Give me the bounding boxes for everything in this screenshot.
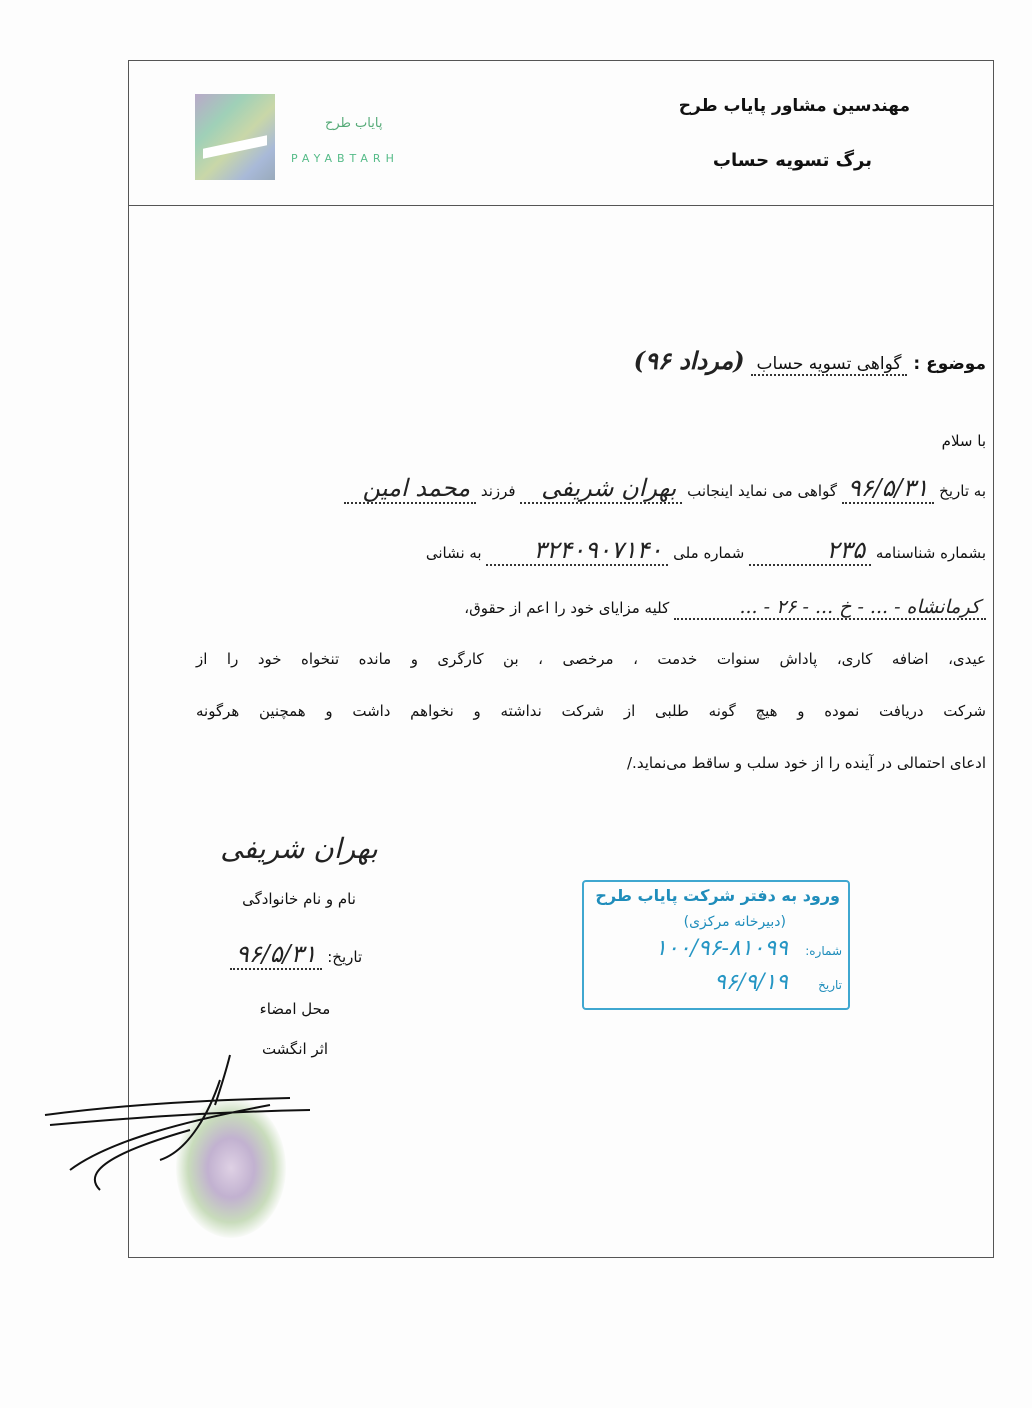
- id-label: بشماره شناسنامه: [875, 544, 986, 562]
- body-line-1: [344, 474, 986, 504]
- handwritten-name: بهران شریفی: [520, 474, 682, 504]
- subject-value: گواهی تسویه حساب: [751, 354, 908, 376]
- logo-text-fa: پایاب طرح: [325, 116, 383, 131]
- subject-handwritten: (مرداد ۹۶): [633, 346, 745, 375]
- address-label: به نشانی: [425, 544, 482, 562]
- company-logo: [195, 94, 415, 180]
- body-line-7: ادعای احتمالی در آینده را از خود سلب و ساقط می‌نماید./: [627, 754, 986, 772]
- handwritten-date: ۹۶/۵/۳۱: [842, 474, 935, 504]
- father-label: فرزند: [480, 482, 516, 500]
- stamp-title: ورود به دفتر شرکت پایاب طرح: [595, 886, 840, 905]
- sign-place-label: محل امضاء: [259, 1000, 331, 1018]
- subject-label: موضوع :: [913, 354, 986, 374]
- signature-date-line: [196, 940, 396, 970]
- body-line-2: [426, 536, 986, 566]
- handwritten-national-number: ۳۲۴۰۹۰۷۱۴۰: [486, 536, 668, 566]
- signature-date-label: تاریخ:: [327, 948, 363, 966]
- date-prefix: به تاریخ: [939, 482, 986, 500]
- body-line-6: شرکت دریافت نموده و هیچ گونه طلبی از شرکت نداشته و نخواهم داشت و همچنین هرگونه: [196, 702, 986, 720]
- name-label: نام و نام خانوادگی: [242, 890, 356, 908]
- handwritten-id-number: ۲۳۵: [749, 536, 871, 566]
- registry-stamp: [582, 880, 850, 1010]
- stamp-date: ۹۶/۹/۱۹: [714, 970, 788, 995]
- stamp-number: ۱۰۰/۹۶-۸۱۰۹۹: [654, 936, 788, 961]
- logo-mark-icon: [195, 94, 275, 180]
- form-title: برگ تسویه حساب: [712, 150, 872, 171]
- signature-scribble-icon: [40, 1050, 360, 1200]
- line4-rest: کلیه مزایای خود را اعم از حقوق،: [464, 599, 670, 617]
- stamp-subtitle: (دبیرخانه مرکزی): [683, 914, 786, 930]
- handwritten-father-name: محمد امین: [344, 474, 476, 504]
- body-line-5: عیدی، اضافه کاری، پاداش سنوات خدمت ، مرخصی ، بن کارگری و مانده تنخواه خود را از: [196, 650, 986, 668]
- line1-mid: گواهی می نماید اینجانب: [687, 482, 837, 500]
- fingerprint-label: اثر انگشت: [261, 1040, 329, 1058]
- signature-handwritten: بهران شریفی: [220, 832, 378, 865]
- national-label: شماره ملی: [673, 544, 745, 562]
- stamp-number-label: شماره:: [805, 944, 842, 958]
- stamp-date-label: تاریخ: [818, 978, 842, 992]
- logo-text-en: PAYABTARH: [291, 152, 399, 165]
- handwritten-address: کرمانشاه - ... - خ ... - ۲۶ - ...: [674, 596, 986, 620]
- signature-date: ۹۶/۵/۳۱: [230, 940, 323, 970]
- subject-line: [634, 346, 986, 376]
- body-line-3: [464, 596, 986, 620]
- company-name: مهندسین مشاور پایاب طرح: [678, 96, 910, 116]
- greeting: با سلام: [941, 432, 986, 450]
